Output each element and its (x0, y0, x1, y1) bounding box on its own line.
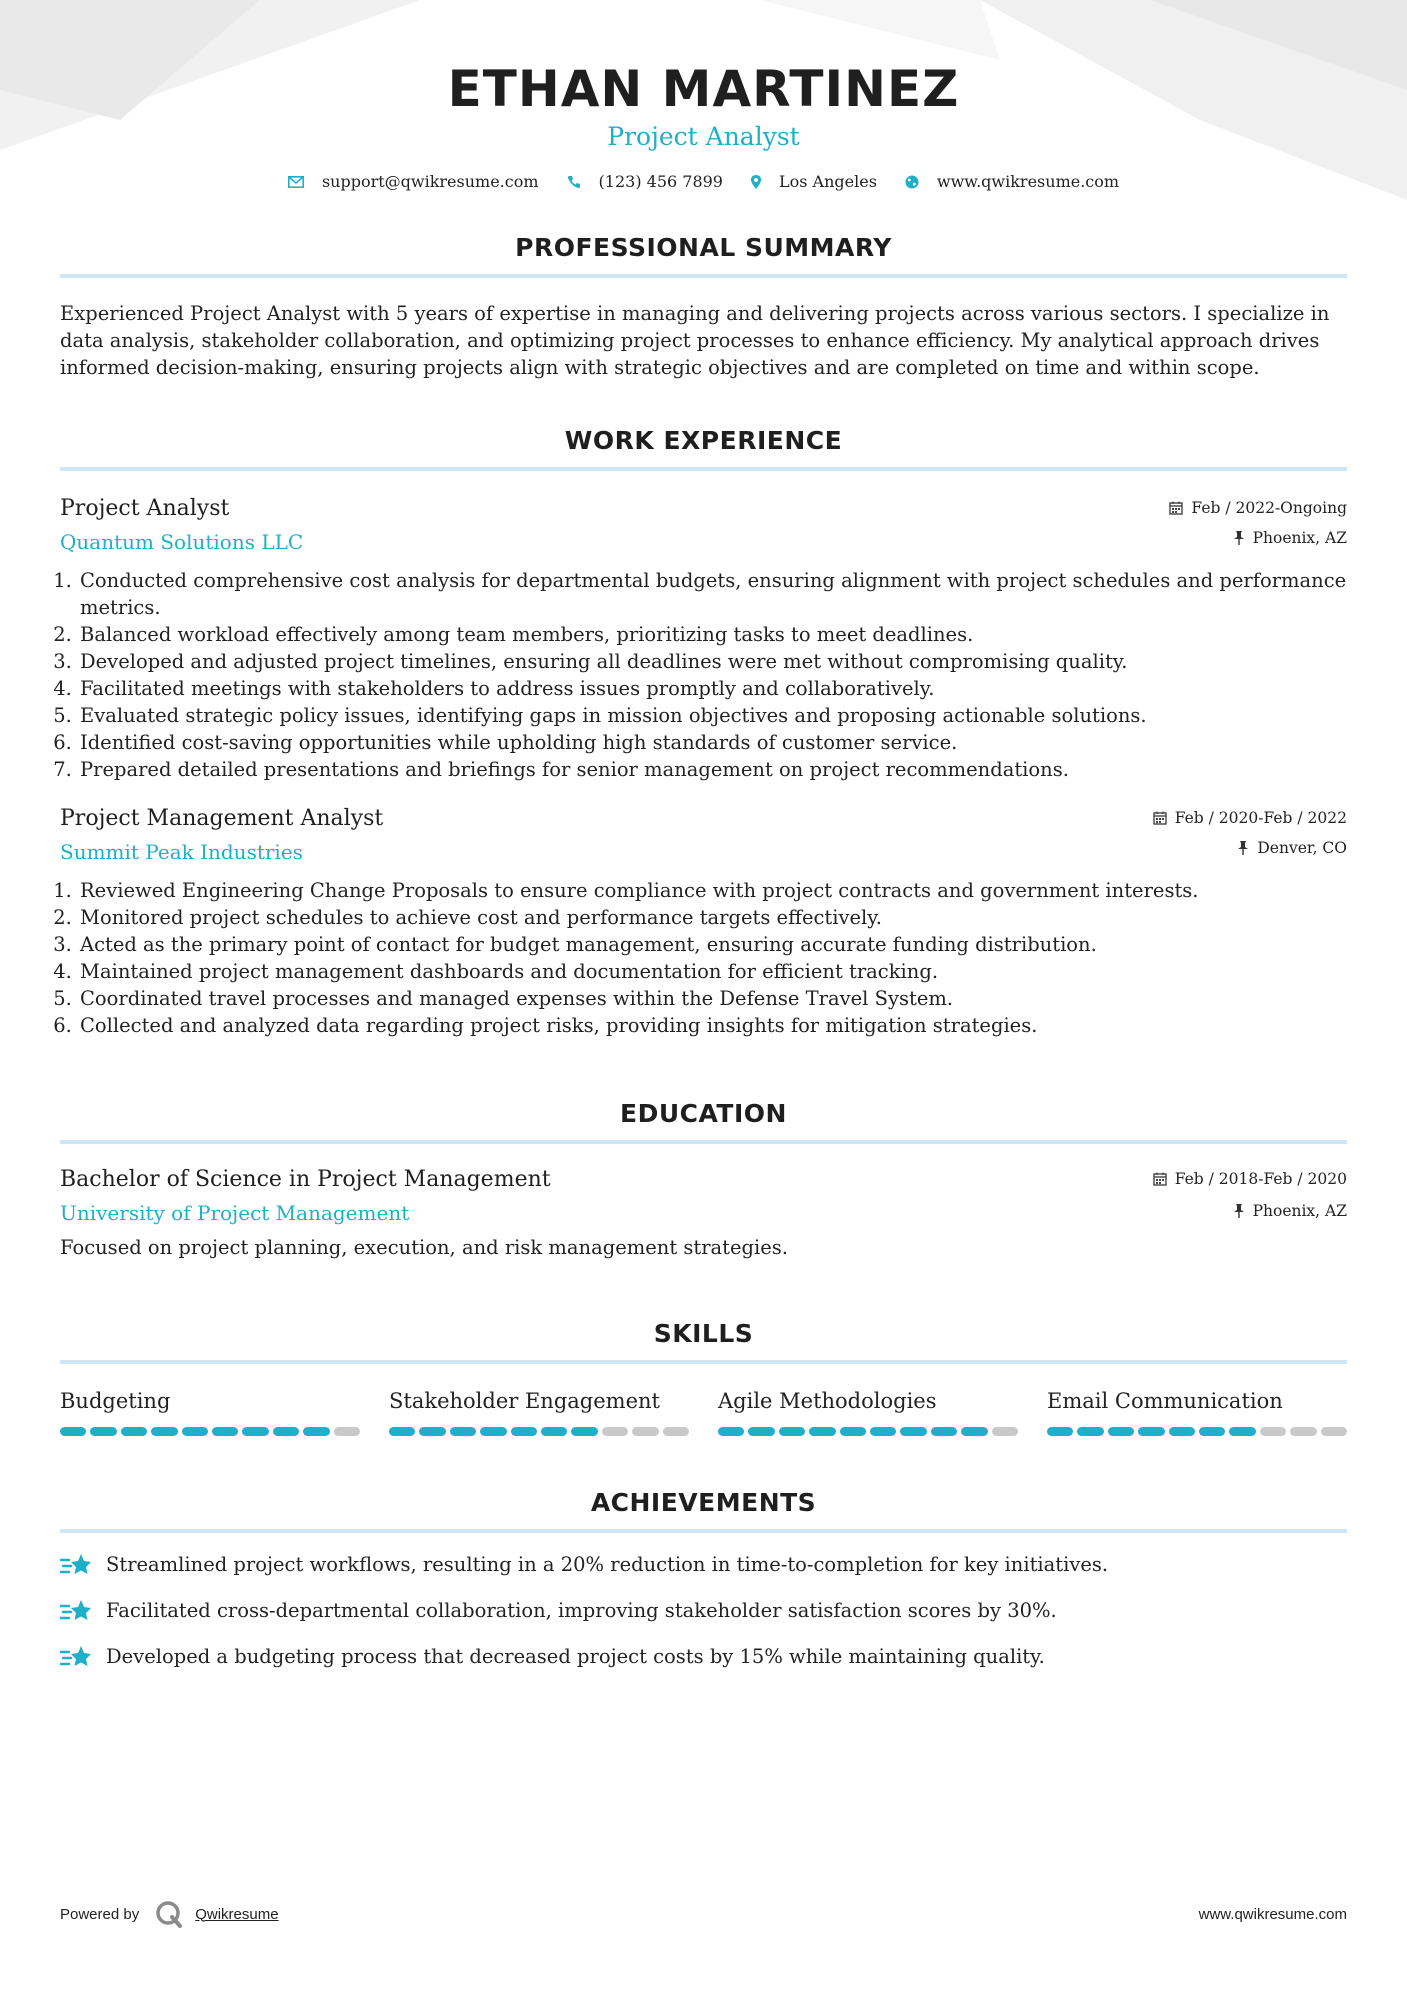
job-entry (60, 495, 1347, 783)
rating-dot-filled (1077, 1427, 1103, 1436)
section-experience (60, 426, 1347, 1039)
rating-dot-empty (992, 1427, 1018, 1436)
pushpin-icon (1233, 1204, 1245, 1218)
list-item: 3. Acted as the primary point of contact for budget management, ensuring accurate funding distribution. (78, 931, 1347, 958)
rating-dot-filled (389, 1427, 415, 1436)
website-text: www.qwikresume.com (936, 172, 1120, 191)
calendar-icon (1153, 1172, 1167, 1186)
contact-email[interactable] (288, 172, 539, 191)
education-entry (60, 1166, 1347, 1261)
rating-dot-filled (151, 1427, 177, 1436)
rating-dot-filled (809, 1427, 835, 1436)
job-location: Phoenix, AZ (1252, 529, 1347, 547)
section-heading: PROFESSIONAL SUMMARY (515, 233, 892, 262)
section-achievements (60, 1488, 1347, 1671)
list-item: 1. Conducted comprehensive cost analysis for departmental budgets, ensuring alignment with project schedules and performance metrics. (78, 567, 1347, 621)
page-footer (60, 1900, 1347, 1928)
achievement-item (60, 1597, 1347, 1625)
rating-dot-empty (334, 1427, 360, 1436)
candidate-title: Project Analyst (607, 122, 800, 151)
envelope-icon (288, 176, 304, 188)
list-item: 4. Facilitated meetings with stakeholders to address issues promptly and collaboratively. (78, 675, 1347, 702)
pushpin-icon (1233, 531, 1245, 545)
job-dates: Feb / 2022-Ongoing (1191, 499, 1347, 517)
section-divider (60, 1140, 1347, 1144)
rating-dot-filled (840, 1427, 866, 1436)
list-item: 1. Reviewed Engineering Change Proposals to ensure compliance with project contracts and government interests. (78, 877, 1347, 904)
company-name: Summit Peak Industries (60, 840, 303, 864)
school-name: University of Project Management (60, 1201, 410, 1225)
skill-rating (60, 1427, 360, 1436)
section-heading: SKILLS (653, 1319, 754, 1348)
summary-text: Experienced Project Analyst with 5 years of expertise in managing and delivering projects across various sectors. I specialize in data analysis, stakeholder collaboration, and optimizing project processes to enhance efficiency. My analytical approach drives informed decision-making, ensuring projects align with strategic objectives and are completed on time and within scope. (60, 302, 1330, 379)
rating-dot-empty (663, 1427, 689, 1436)
shooting-star-icon (60, 1597, 94, 1625)
job-title: Project Analyst (60, 496, 230, 521)
brand-link[interactable]: Qwikresume (195, 1905, 279, 1923)
rating-dot-filled (242, 1427, 268, 1436)
calendar-icon (1153, 811, 1167, 825)
phone-icon (567, 175, 581, 189)
globe-icon (905, 175, 919, 189)
contact-website[interactable] (905, 172, 1119, 191)
achievement-text: Streamlined project workflows, resulting in a 20% reduction in time-to-completion for key initiatives. (106, 1553, 1109, 1576)
contact-phone[interactable] (567, 172, 723, 191)
shooting-star-icon (60, 1551, 94, 1579)
map-marker-icon (751, 175, 761, 189)
achievement-item (60, 1551, 1347, 1579)
section-divider (60, 274, 1347, 278)
rating-dot-filled (1108, 1427, 1134, 1436)
company-name: Quantum Solutions LLC (60, 530, 304, 554)
qwikresume-logo-icon (155, 1900, 183, 1928)
shooting-star-icon (60, 1643, 94, 1671)
rating-dot-filled (748, 1427, 774, 1436)
rating-dot-filled (303, 1427, 329, 1436)
section-skills (60, 1319, 1347, 1436)
rating-dot-filled (1169, 1427, 1195, 1436)
skill-rating (1047, 1427, 1347, 1436)
rating-dot-filled (60, 1427, 86, 1436)
section-divider (60, 1360, 1347, 1364)
rating-dot-filled (90, 1427, 116, 1436)
job-dates: Feb / 2020-Feb / 2022 (1174, 809, 1347, 827)
skills-list (60, 1388, 1347, 1436)
section-divider (60, 467, 1347, 471)
skill-item (60, 1388, 360, 1436)
rating-dot-filled (900, 1427, 926, 1436)
section-heading: ACHIEVEMENTS (590, 1488, 817, 1517)
phone-text: (123) 456 7899 (598, 172, 723, 191)
resume-header (60, 0, 1347, 191)
list-item: 6. Collected and analyzed data regarding project risks, providing insights for mitigation strategies. (78, 1012, 1347, 1039)
skill-item (389, 1388, 689, 1436)
rating-dot-filled (571, 1427, 597, 1436)
job-location: Denver, CO (1257, 839, 1347, 857)
rating-dot-empty (602, 1427, 628, 1436)
rating-dot-filled (273, 1427, 299, 1436)
rating-dot-filled (419, 1427, 445, 1436)
rating-dot-empty (1260, 1427, 1286, 1436)
section-heading: WORK EXPERIENCE (564, 426, 843, 455)
rating-dot-empty (1321, 1427, 1347, 1436)
candidate-name: ETHAN MARTINEZ (447, 60, 960, 118)
powered-by-label: Powered by (60, 1905, 140, 1923)
list-item: 2. Balanced workload effectively among team members, prioritizing tasks to meet deadlines. (78, 621, 1347, 648)
rating-dot-filled (961, 1427, 987, 1436)
rating-dot-filled (870, 1427, 896, 1436)
contact-location (751, 172, 877, 191)
rating-dot-filled (182, 1427, 208, 1436)
skill-item (718, 1388, 1018, 1436)
skill-name: Email Communication (1047, 1389, 1283, 1413)
skill-name: Budgeting (60, 1389, 171, 1413)
pushpin-icon (1237, 841, 1249, 855)
rating-dot-filled (1138, 1427, 1164, 1436)
list-item: 7. Prepared detailed presentations and briefings for senior management on project recommendations. (78, 756, 1347, 783)
list-item: 5. Coordinated travel processes and managed expenses within the Defense Travel System. (78, 985, 1347, 1012)
list-item: 6. Identified cost-saving opportunities while upholding high standards of customer service. (78, 729, 1347, 756)
job-bullets (60, 567, 1347, 783)
rating-dot-filled (212, 1427, 238, 1436)
rating-dot-filled (541, 1427, 567, 1436)
location-text: Los Angeles (778, 172, 877, 191)
list-item: 2. Monitored project schedules to achieve cost and performance targets effectively. (78, 904, 1347, 931)
skill-rating (718, 1427, 1018, 1436)
rating-dot-filled (121, 1427, 147, 1436)
section-divider (60, 1529, 1347, 1533)
rating-dot-filled (480, 1427, 506, 1436)
education-dates: Feb / 2018-Feb / 2020 (1174, 1170, 1347, 1188)
footer-website[interactable]: www.qwikresume.com (1198, 1905, 1347, 1923)
rating-dot-filled (511, 1427, 537, 1436)
education-description: Focused on project planning, execution, and risk management strategies. (60, 1236, 788, 1259)
rating-dot-filled (931, 1427, 957, 1436)
job-entry (60, 805, 1347, 1039)
section-heading: EDUCATION (620, 1099, 787, 1128)
achievement-text: Facilitated cross-departmental collaboration, improving stakeholder satisfaction scores by 30%. (106, 1599, 1057, 1622)
achievement-item (60, 1643, 1347, 1671)
section-education (60, 1099, 1347, 1261)
rating-dot-filled (1229, 1427, 1255, 1436)
skill-name: Stakeholder Engagement (389, 1389, 660, 1413)
rating-dot-filled (1199, 1427, 1225, 1436)
email-text: support@qwikresume.com (321, 172, 539, 191)
job-bullets (60, 877, 1347, 1039)
section-summary (60, 233, 1347, 381)
list-item: 4. Maintained project management dashboards and documentation for efficient tracking. (78, 958, 1347, 985)
rating-dot-filled (779, 1427, 805, 1436)
calendar-icon (1169, 501, 1183, 515)
education-location: Phoenix, AZ (1252, 1202, 1347, 1220)
rating-dot-filled (1047, 1427, 1073, 1436)
list-item: 5. Evaluated strategic policy issues, identifying gaps in mission objectives and proposing actionable solutions. (78, 702, 1347, 729)
job-title: Project Management Analyst (60, 806, 384, 831)
rating-dot-empty (632, 1427, 658, 1436)
degree-title: Bachelor of Science in Project Management (60, 1167, 551, 1192)
rating-dot-filled (718, 1427, 744, 1436)
skill-item (1047, 1388, 1347, 1436)
list-item: 3. Developed and adjusted project timelines, ensuring all deadlines were met without compromising quality. (78, 648, 1347, 675)
skill-rating (389, 1427, 689, 1436)
rating-dot-empty (1290, 1427, 1316, 1436)
skill-name: Agile Methodologies (718, 1389, 937, 1413)
contact-bar (60, 172, 1347, 191)
rating-dot-filled (450, 1427, 476, 1436)
achievement-text: Developed a budgeting process that decreased project costs by 15% while maintaining quality. (106, 1645, 1045, 1668)
